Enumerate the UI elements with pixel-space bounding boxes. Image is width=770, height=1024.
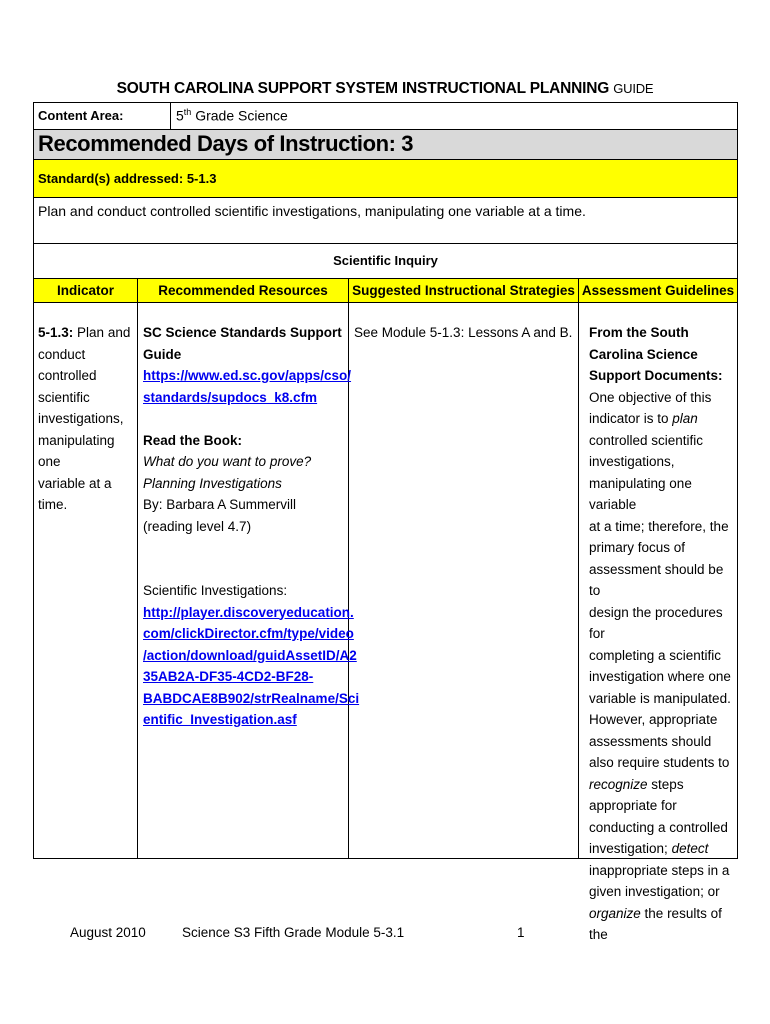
resource-heading: SC Science Standards Support [143,325,342,340]
grade-number: 5 [176,107,184,124]
indicator-text: scientific [38,389,90,405]
assessment-text: steps [647,776,684,792]
indicator-text: controlled [38,368,97,383]
indicator-cell [38,322,135,516]
assessment-text: inappropriate steps in a [589,862,730,878]
video-link[interactable]: http://player.discoveryeducation. [143,604,354,620]
footer-date: August 2010 [70,925,146,940]
book-title: Planning Investigations [143,475,282,491]
section-row [33,243,738,279]
section-title: Scientific Inquiry [333,253,438,268]
video-link[interactable]: 35AB2A-DF35-4CD2-BF28- [143,669,314,684]
assessment-emphasis: organize [589,905,641,921]
content-area-label: Content Area: [38,108,124,123]
grade-suffix: th [183,107,192,117]
reading-level: (reading level 4.7) [143,518,252,534]
column-header-strategies: Suggested Instructional Strategies [348,278,579,303]
strategies-text: See Module 5-1.3: Lessons A and B. [354,325,573,340]
standard-row [33,159,738,198]
standards-link[interactable]: standards/supdocs_k8.cfm [143,389,318,405]
assessment-text: assessment should be to [589,561,724,598]
assessment-text: However, appropriate [589,712,718,727]
assessment-text: completing a scientific [589,647,722,663]
assessment-emphasis: plan [672,411,698,426]
content-area-value [176,107,288,124]
assessment-text: indicator is to [589,411,673,426]
video-link[interactable]: entific_Investigation.asf [143,712,297,727]
assessment-text: the results of the [589,905,722,942]
column-divider [348,302,349,858]
standard-description-row [33,197,738,244]
indicator-text: time. [38,497,68,512]
column-divider [137,302,138,858]
indicator-code: 5-1.3: [38,325,74,340]
assessment-emphasis: detect [671,841,709,856]
column-header-resources: Recommended Resources [137,278,349,303]
assessment-heading: Carolina Science [589,346,698,362]
assessment-text: also require students to [589,755,730,770]
video-link[interactable]: BABDCAE8B902/strRealname/Sci [143,690,360,706]
column-header-assessment: Assessment Guidelines [578,278,738,303]
column-header-indicator: Indicator [33,278,138,303]
assessment-text: given investigation; or [589,884,720,899]
indicator-text: manipulating one [38,432,115,469]
strategies-cell [354,322,576,344]
video-link[interactable]: com/clickDirector.cfm/type/video [143,626,354,641]
read-book-heading: Read the Book: [143,432,243,448]
days-of-instruction: Recommended Days of Instruction: 3 [38,131,414,156]
assessment-heading: Support Documents: [589,368,723,383]
book-author: By: Barbara A Summervill [143,497,297,512]
assessment-text: conducting a controlled [589,819,728,835]
grade-text: Grade Science [191,107,288,124]
resources-cell [143,322,360,731]
video-link[interactable]: /action/download/guidAssetID/A2 [143,647,357,663]
assessment-text: controlled scientific [589,432,704,448]
document-title [0,80,770,98]
standard-addressed: Standard(s) addressed: 5-1.3 [38,171,217,186]
assessment-text: design the procedures for [589,604,723,641]
assessment-text: assessments should [589,733,712,749]
content-area-row [33,102,738,130]
indicator-text: investigations, [38,411,124,426]
assessment-text: appropriate for [589,798,677,813]
title-guide: GUIDE [613,81,654,96]
title-main: SOUTH CAROLINA SUPPORT SYSTEM INSTRUCTIONAL PLANNING [116,80,610,97]
cell-divider [170,103,171,129]
page-number: 1 [517,925,525,940]
assessment-text: at a time; therefore, the [589,518,729,534]
assessment-text: variable is manipulated. [589,690,731,706]
standards-link[interactable]: https://www.ed.sc.gov/apps/cso/ [143,368,352,383]
assessment-text: manipulating one variable [589,475,692,512]
footer-module: Science S3 Fifth Grade Module 5-3.1 [182,925,405,940]
assessment-text: One objective of this [589,389,712,405]
assessment-text: investigation; [589,841,672,856]
indicator-text: conduct [38,346,86,362]
standard-description: Plan and conduct controlled scientific investigations, manipulating one variable at a time. [38,203,586,219]
assessment-cell [589,322,737,946]
assessment-text: investigation where one [589,669,731,684]
book-title: What do you want to prove? [143,454,312,469]
column-divider [578,302,579,858]
days-row [33,129,738,160]
assessment-emphasis: recognize [589,776,648,792]
indicator-text: Plan and [77,325,131,340]
assessment-text: investigations, [589,454,675,469]
assessment-text: primary focus of [589,540,686,555]
assessment-heading: From the South [589,325,689,340]
indicator-text: variable at a [38,475,112,491]
investigations-label: Scientific Investigations: [143,583,288,598]
resource-heading: Guide [143,346,182,362]
